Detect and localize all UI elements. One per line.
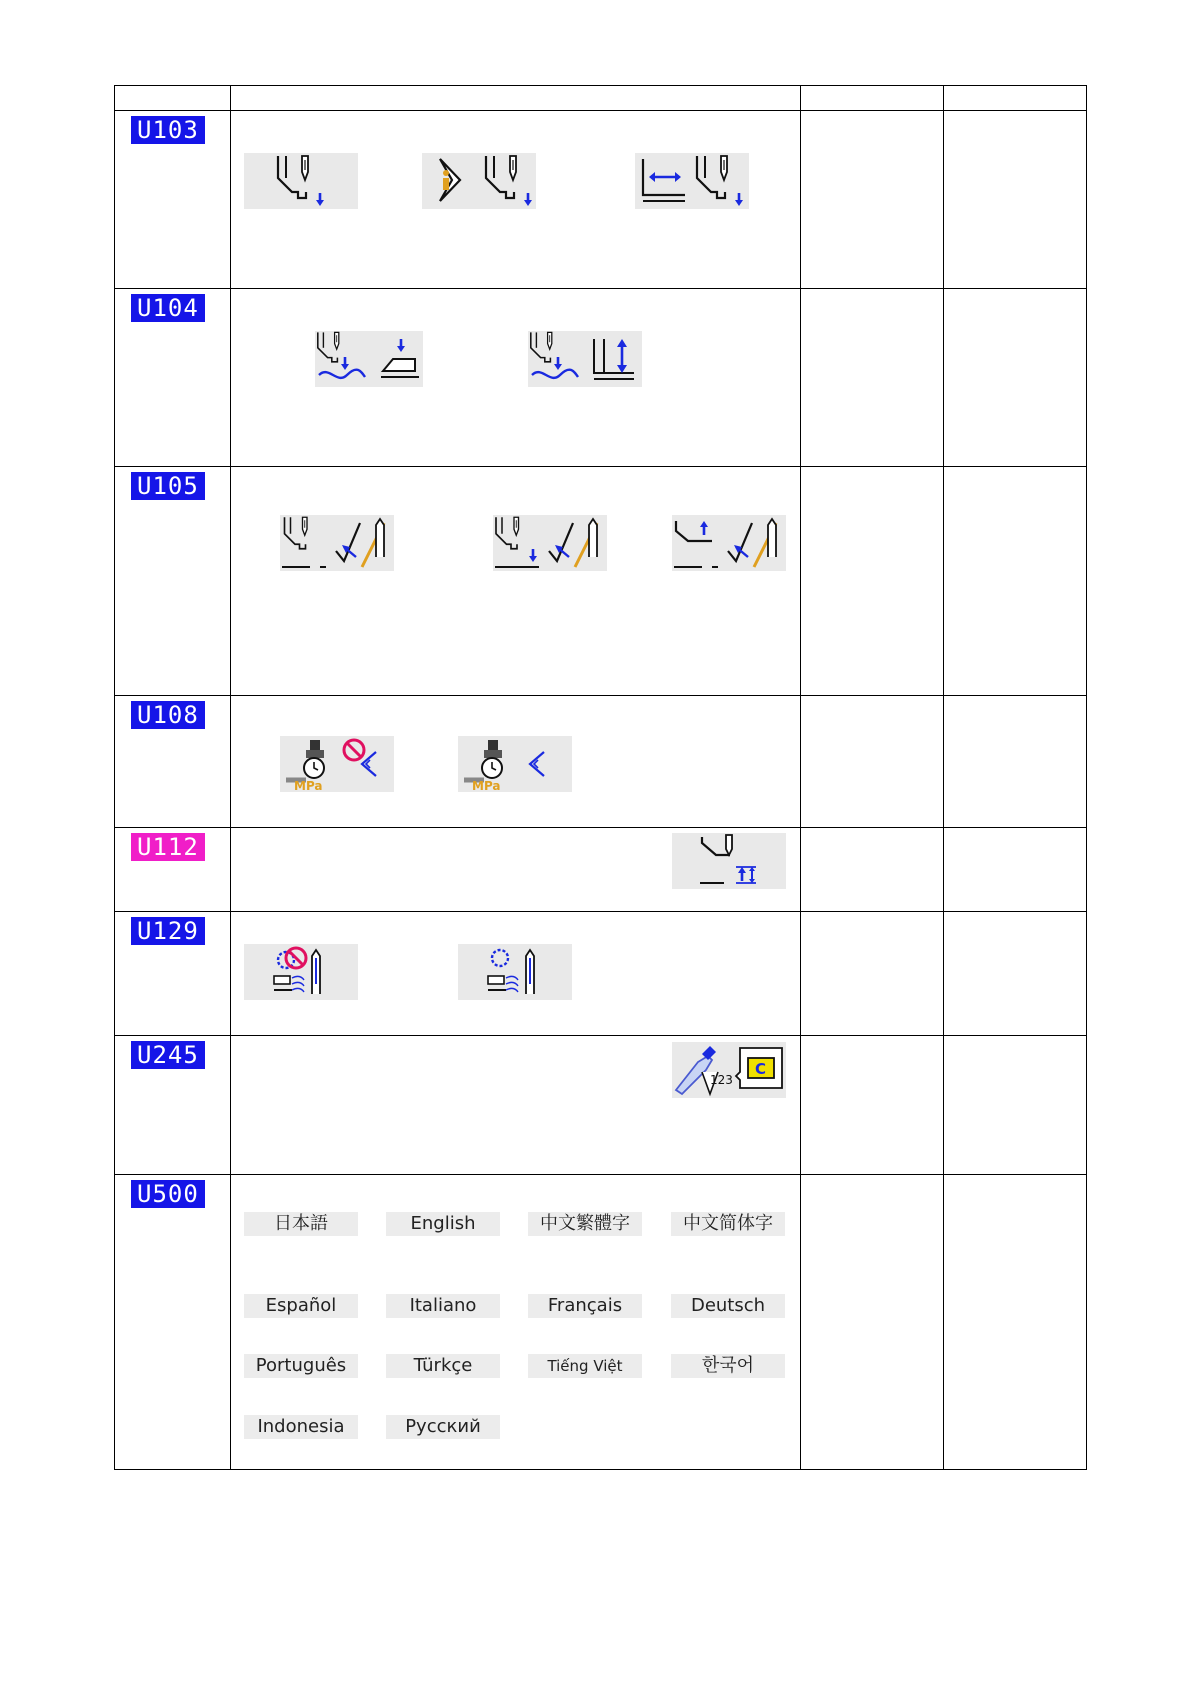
language-chinese-traditional-button[interactable]: 中文繁體字 bbox=[528, 1212, 642, 1236]
parameter-code: U500 bbox=[131, 1180, 205, 1208]
parameter-code: U103 bbox=[131, 116, 205, 144]
wiper-foot-down-icon[interactable] bbox=[315, 331, 423, 387]
air-pressure-alarm-off-icon[interactable] bbox=[280, 736, 394, 792]
svg-text:123: 123 bbox=[710, 1073, 733, 1087]
thread-trim-foot-down-icon[interactable] bbox=[493, 515, 607, 571]
info-presser-foot-down-icon[interactable] bbox=[422, 153, 536, 209]
header-row bbox=[115, 86, 1087, 111]
table-row bbox=[115, 696, 1087, 828]
parameter-code: U104 bbox=[131, 294, 205, 322]
language-turkish-button[interactable]: Türkçe bbox=[386, 1354, 500, 1378]
language-portuguese-button[interactable]: Português bbox=[244, 1354, 358, 1378]
table-row bbox=[115, 828, 1087, 912]
needle-cooler-on-icon[interactable] bbox=[458, 944, 572, 1000]
parameter-code: U108 bbox=[131, 701, 205, 729]
feed-presser-foot-down-icon[interactable] bbox=[635, 153, 749, 209]
table-row bbox=[115, 1175, 1087, 1470]
table-row bbox=[115, 1036, 1087, 1175]
parameter-code: U129 bbox=[131, 917, 205, 945]
presser-foot-down-icon[interactable] bbox=[244, 153, 358, 209]
presser-foot-height-icon[interactable] bbox=[672, 833, 786, 889]
language-vietnamese-button[interactable]: Tiếng Việt bbox=[528, 1354, 642, 1378]
table-row bbox=[115, 111, 1087, 289]
thread-trim-foot-icon[interactable] bbox=[280, 515, 394, 571]
parameter-code: U245 bbox=[131, 1041, 205, 1069]
air-pressure-alarm-on-icon[interactable] bbox=[458, 736, 572, 792]
language-chinese-simplified-button[interactable]: 中文简体字 bbox=[671, 1212, 785, 1236]
language-italian-button[interactable]: Italiano bbox=[386, 1294, 500, 1318]
parameter-table bbox=[114, 85, 1087, 1470]
language-korean-button[interactable]: 한국어 bbox=[671, 1354, 785, 1378]
wiper-foot-lift-icon[interactable] bbox=[528, 331, 642, 387]
table-row bbox=[115, 467, 1087, 696]
thread-trim-foot-up-icon[interactable] bbox=[672, 515, 786, 571]
parameter-code: U112 bbox=[131, 833, 205, 861]
table-row bbox=[115, 289, 1087, 467]
svg-text:MPa: MPa bbox=[294, 779, 323, 792]
language-german-button[interactable]: Deutsch bbox=[671, 1294, 785, 1318]
header-cell bbox=[231, 86, 801, 111]
header-cell bbox=[801, 86, 944, 111]
counter-c-icon[interactable] bbox=[672, 1042, 786, 1098]
language-french-button[interactable]: Français bbox=[528, 1294, 642, 1318]
language-spanish-button[interactable]: Español bbox=[244, 1294, 358, 1318]
svg-text:MPa: MPa bbox=[472, 779, 501, 792]
language-russian-button[interactable]: Русский bbox=[386, 1415, 500, 1439]
header-cell bbox=[115, 86, 231, 111]
svg-text:C: C bbox=[755, 1060, 767, 1078]
language-indonesian-button[interactable]: Indonesia bbox=[244, 1415, 358, 1439]
needle-cooler-off-icon[interactable] bbox=[244, 944, 358, 1000]
header-cell bbox=[944, 86, 1087, 111]
language-japanese-button[interactable]: 日本語 bbox=[244, 1212, 358, 1236]
table-row bbox=[115, 912, 1087, 1036]
language-english-button[interactable]: English bbox=[386, 1212, 500, 1236]
parameter-code: U105 bbox=[131, 472, 205, 500]
